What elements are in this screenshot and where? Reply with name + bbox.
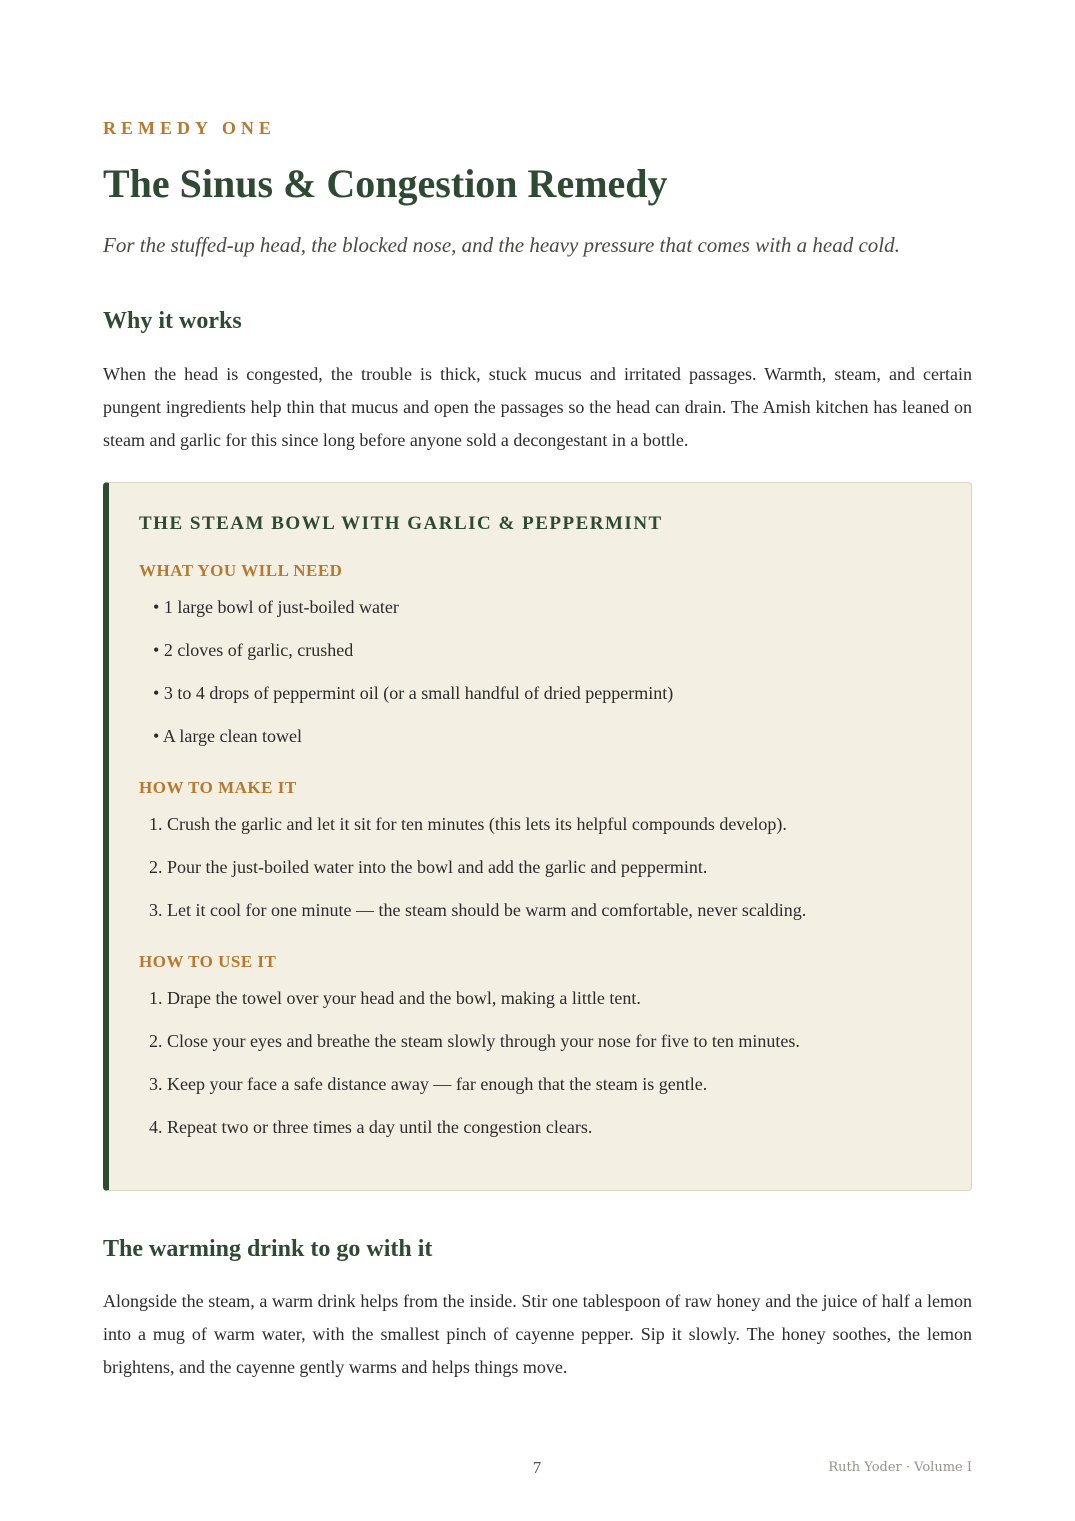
recipe-box [103,482,972,1191]
list-item [153,723,673,766]
make-steps-list [149,811,806,940]
page-number: 7 [532,1458,542,1477]
step-text: Repeat two or three times a day until the congestion clears. [167,1117,593,1137]
ingredient-text: 1 large bowl of just-boiled water [163,597,399,617]
list-item [149,897,806,940]
recipe-title: THE STEAM BOWL WITH GARLIC & PEPPERMINT [139,513,663,534]
step-number: 1. [149,814,163,834]
step-number: 3. [149,900,163,920]
step-text: Close your eyes and breathe the steam slowly through your nose for five to ten minutes. [167,1031,800,1051]
ingredient-text: 3 to 4 drops of peppermint oil (or a small handful of dried peppermint) [163,683,674,703]
step-number: 4. [149,1117,163,1137]
step-text: Drape the towel over your head and the bowl, making a little tent. [167,988,641,1008]
list-item [149,1071,800,1114]
step-number: 1. [149,988,163,1008]
list-item [153,637,673,680]
step-number: 2. [149,857,163,877]
drink-heading: The warming drink to go with it [103,1236,433,1262]
page-title: The Sinus & Congestion Remedy [103,161,668,206]
page-subtitle: For the stuffed-up head, the blocked nose, and the heavy pressure that comes with a head cold. [103,233,900,257]
step-number: 3. [149,1074,163,1094]
list-item [153,680,673,723]
step-text: Keep your face a safe distance away — far enough that the steam is gentle. [167,1074,708,1094]
list-item [149,1114,800,1157]
why-paragraph: When the head is congested, the trouble is thick, stuck mucus and irritated passages. Warmth, steam, and certain pungent ingredients help thin that mucus and open the passages so the head can drain. The Amish kitchen has leaned on steam and garlic for this since long before anyone sold a decongestant in a bottle. [103,364,972,450]
ingredients-list [153,594,673,766]
bullet-icon: • [153,597,160,617]
why-heading: Why it works [103,308,242,334]
bullet-icon: • [153,640,160,660]
step-text: Crush the garlic and let it sit for ten minutes (this lets its helpful compounds develop). [167,814,787,834]
use-heading: HOW TO USE IT [139,952,277,971]
list-item [149,1028,800,1071]
ingredient-text: 2 cloves of garlic, crushed [163,640,354,660]
drink-paragraph: Alongside the steam, a warm drink helps from the inside. Stir one tablespoon of raw honey and the juice of half a lemon into a mug of warm water, with the smallest pinch of cayenne pepper. Sip it slowly. The honey soothes, the lemon brightens, and the cayenne gently warms and helps things move. [103,1291,972,1377]
ingredient-text: A large clean towel [162,726,302,746]
list-item [149,811,806,854]
bullet-icon: • [153,683,160,703]
make-heading: HOW TO MAKE IT [139,778,297,797]
step-text: Let it cool for one minute — the steam should be warm and comfortable, never scalding. [167,900,807,920]
list-item [149,985,800,1028]
list-item [153,594,673,637]
need-heading: WHAT YOU WILL NEED [139,561,343,580]
step-number: 2. [149,1031,163,1051]
bullet-icon: • [153,726,160,746]
list-item [149,854,806,897]
remedy-eyebrow: REMEDY ONE [103,118,276,138]
step-text: Pour the just-boiled water into the bowl and add the garlic and peppermint. [167,857,708,877]
footer-author: Ruth Yoder · Volume I [828,1460,972,1475]
use-steps-list [149,985,800,1157]
